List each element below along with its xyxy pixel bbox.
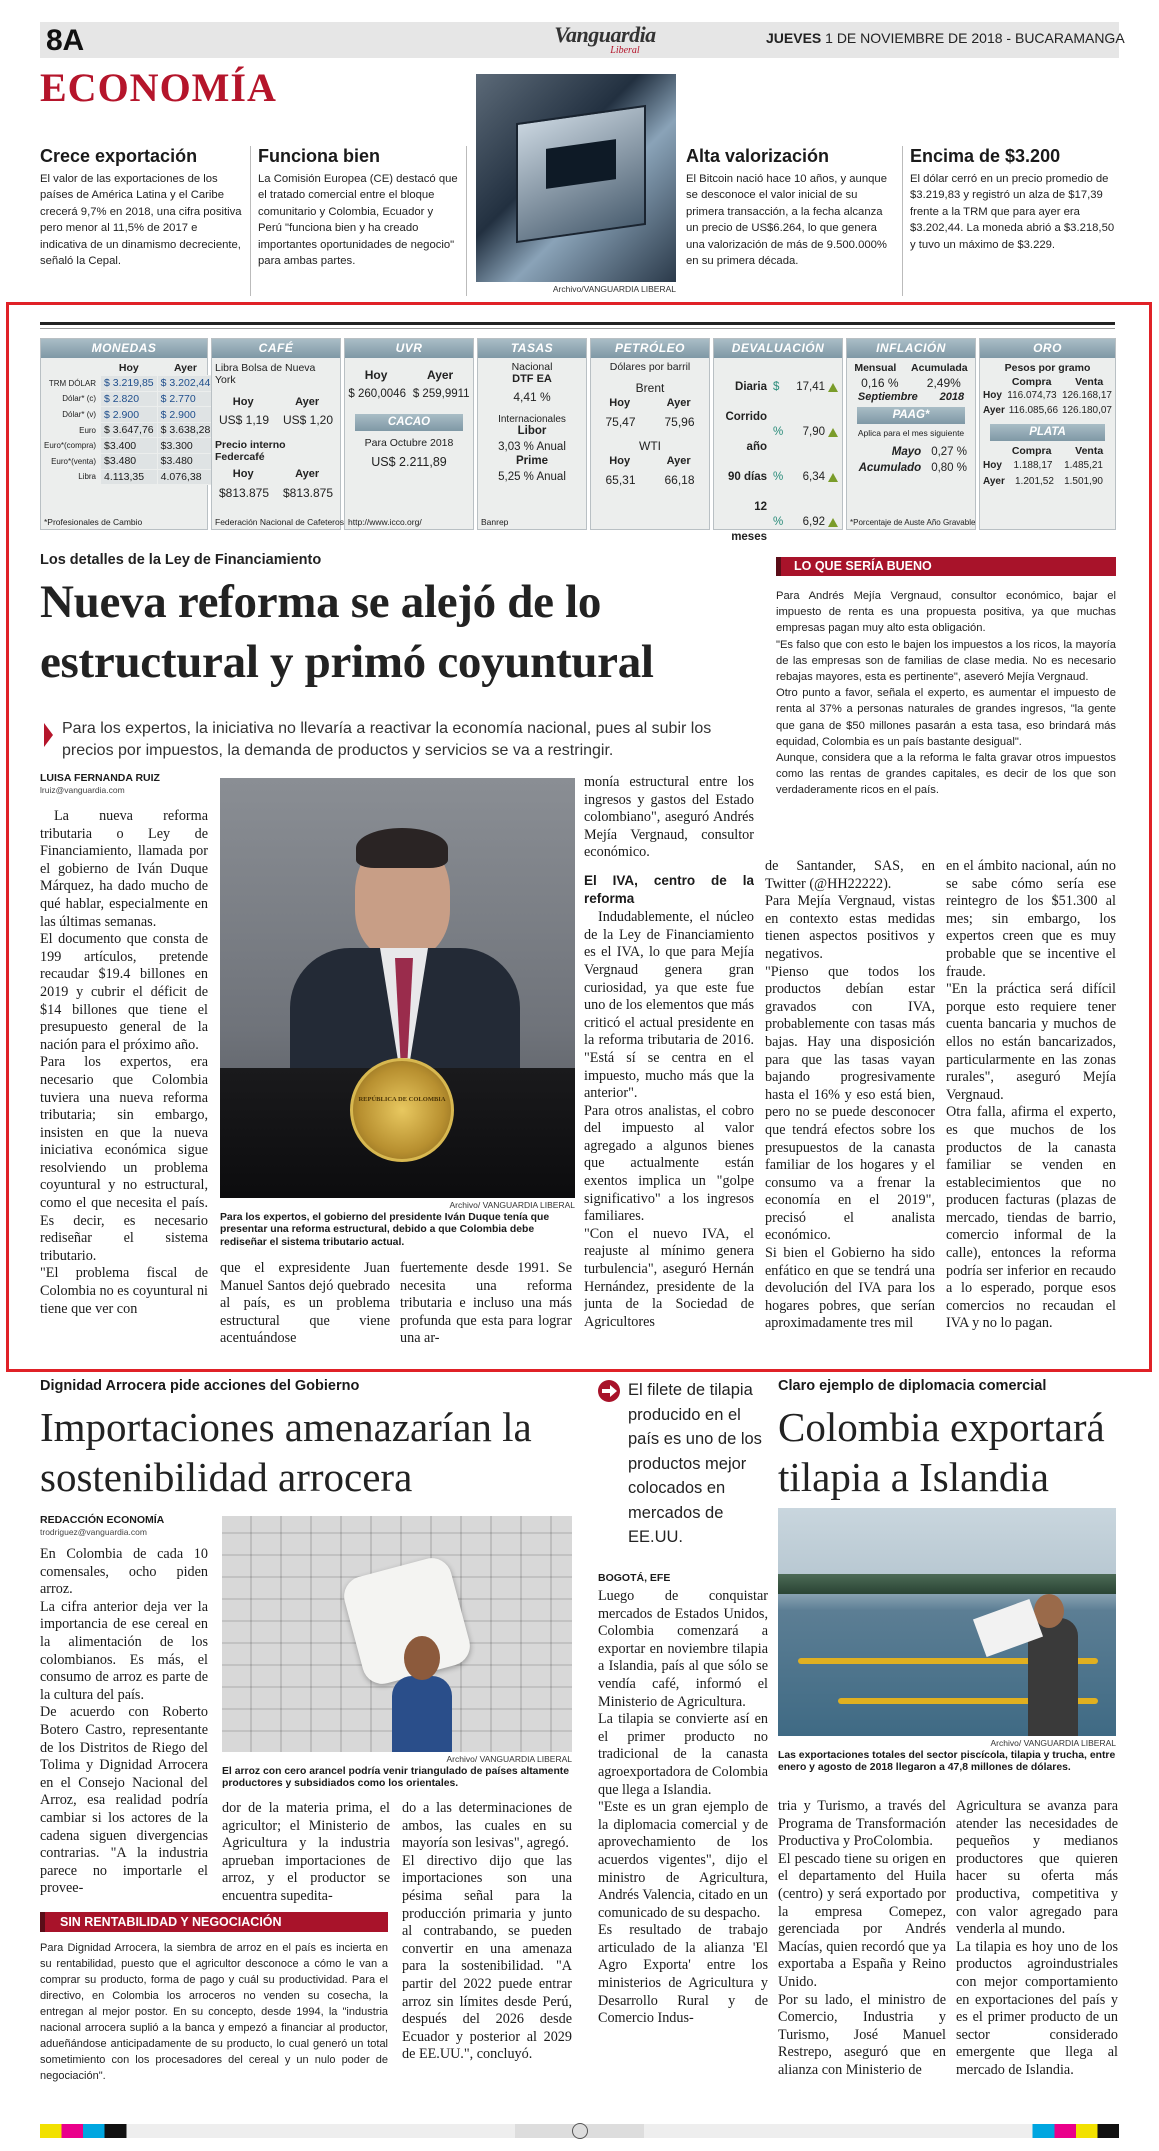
rice-box-header: SIN RENTABILIDAD Y NEGOCIACIÓN	[40, 1912, 388, 1932]
tilapia-kicker: Claro ejemplo de diplomacia comercial	[778, 1378, 1047, 1394]
divider	[466, 146, 467, 296]
article-col-1: La nueva reforma tributaria o Ley de Financiamiento, llamada por el gobierno de Iván Duque Márquez, ha dado mucho de qué hablar, especialmente en las últimas semanas. El documento que consta de 199 artículos, pretende recaudar $19.4 billones en 2019 y cubrir el déficit de $14 billones que tiene el presupuesto general de la nación para el próximo año. Para los expertos, era necesario que Colombia tuviera una nueva reforma tributaria; sin embargo, insisten en que la nueva iniciativa económica sigue resolviendo un problema coyuntural y no estructural, como el que necesita el país. Es decir, es necesario rediseñar el sistema tributario. "El problema fiscal de Colombia no es coyuntural ni tiene que ver con	[40, 808, 208, 1317]
rice-caption: El arroz con cero arancel podría venir triangulado de países altamente productores y subsidiados como los orientales.	[222, 1766, 570, 1790]
article-headline: Nueva reforma se alejó de lo estructural y primó coyuntural	[40, 576, 654, 688]
photo-credit: Archivo/VANGUARDIA LIBERAL	[552, 284, 676, 294]
up-arrow-icon	[828, 383, 838, 392]
page-date: JUEVES 1 DE NOVIEMBRE DE 2018 - BUCARAMANGA	[766, 30, 1125, 46]
sidebar-header: LO QUE SERÍA BUENO	[776, 557, 1116, 576]
divider	[250, 146, 251, 296]
brief-1: Crece exportación El valor de las exportaciones de los países de América Latina y el Caribe crecerá 9,7% en 2018, una cifra positiva pero menor al 11,5% de 2017 e indicativa de un dinamismo decreciente, señaló la Cepal.	[40, 146, 242, 268]
panel-devaluacion: DEVALUACIÓN Diaria $ 17,41 Corrido año % 7,90 90 días % 6,34 12 meses % 6,92	[713, 338, 843, 530]
author-email: lruiz@vanguardia.com	[40, 785, 125, 795]
row-euro-venta: Euro*(venta) $3.480 $3.480	[41, 454, 214, 470]
rice-col-2: dor de la materia prima, el agricultor; el Ministerio de Agricultura y la industria aprueban importaciones de arroz, y el productor se encuentra supedita-	[222, 1800, 390, 1904]
logo: Vanguardia Liberal	[554, 22, 656, 56]
registration-mark-icon	[572, 2123, 588, 2139]
up-arrow-icon	[828, 518, 838, 527]
panel-cafe: CAFÉ Libra Bolsa de Nueva York Hoy Ayer US$ 1,19 US$ 1,20 Precio interno Federcafé Hoy Ayer $813.875 $813.875 Federación Nacional de Cafeteros	[211, 338, 341, 530]
panel-oro: ORO Pesos por gramo Compra Venta Hoy 116.074,73 126.168,17 Ayer 116.085,66 126.180,07 PLATA Compra Venta Hoy 1.188,17 1.485,21 Ayer 1.201,52 1.501,90	[979, 338, 1116, 530]
up-arrow-icon	[828, 473, 838, 482]
row-dolar-v: Dólar* (v) $ 2.900 $ 2.900	[41, 407, 214, 423]
tilapia-caption: Las exportaciones totales del sector piscícola, tilapia y trucha, entre enero y agosto de 2018 llegaron a 47,8 millones de dólares.	[778, 1750, 1116, 1774]
photo-credit: Archivo/ VANGUARDIA LIBERAL	[446, 1754, 572, 1764]
bitcoin-atm-photo	[476, 74, 676, 282]
rice-col-3: do a las determinaciones de ambos, las cuales en su mayoría son lesivas", agregó. El directivo dijo que las importaciones son una pésima señal para la producción primaria y junto al contrabando, se pueden convertir en una amenaza para la sostenibilidad. "A partir del 2022 puede entrar arroz sin límites desde Perú, después del 2026 desde Ecuador y posterior al 2029 de EE.UU.", concluyó.	[402, 1800, 572, 2063]
row-libra: Libra 4.113,35 4.076,38	[41, 469, 214, 485]
rice-kicker: Dignidad Arrocera pide acciones del Gobierno	[40, 1378, 360, 1394]
page-number: 8A	[46, 24, 84, 57]
rice-email: trodriguez@vanguardia.com	[40, 1527, 147, 1537]
deck-marker	[44, 723, 53, 747]
rice-headline: Importaciones amenazarían la sostenibilidad arrocera	[40, 1404, 532, 1500]
divider	[902, 146, 903, 296]
indicator-rule	[40, 328, 1115, 329]
row-trm: TRM DÓLAR $ 3.219,85 $ 3.202,44	[41, 376, 214, 392]
rice-author: REDACCIÓN ECONOMÍA	[40, 1514, 165, 1526]
tilapia-dateline: BOGOTÁ, EFE	[598, 1572, 671, 1584]
article-col-6: en el ámbito nacional, aún no se sabe cómo sería ese reintegro de los $51.300 al mes; sin embargo, los expertos creen que es muy probable que se incentive el fraude. "En la práctica será difícil porque esto requiere tener cuenta bancaria y muchos de ellos no están bancarizados, particularmente en las zonas rurales", aseguró Mejía Vergnaud. Otra falla, afirma el experto, es que muchos de los productos de la canasta familiar se venden en establecimientos que no producen facturas (plazas de mercado, tiendas de barrio, comercio informal de la calle), entonces la reforma podría ser inferior en recaudo a lo esperado, porque esos comercios no recaudan el IVA y no lo pagan.	[946, 858, 1116, 1332]
tilapia-col-3: Agricultura se avanza para atender las necesidades de pequeños y medianos productores que quieren hacer su oferta más productiva, competitiva y con valor agregado para venderla al mundo. La tilapia es hoy uno de los productos agroindustriales con mejor comportamiento en exportaciones del país y es el primer producto de un sector considerado emergente que llega al mercado de Islandia.	[956, 1798, 1118, 2078]
brief-2: Funciona bien La Comisión Europea (CE) destacó que el tratado comercial entre el bloque comunitario y Colombia, Ecuador y Perú "funciona bien y ha creado importantes oportunidades de negocio" para ambas partes.	[258, 146, 458, 268]
rice-photo	[222, 1516, 572, 1752]
brief-4: Encima de $3.200 El dólar cerró en un precio promedio de $3.219,83 y registró un alza de $17,39 frente a la TRM que para ayer era $3.202,44. La moneda abrió a $3.218,50 y tuvo un máximo de $3.229.	[910, 146, 1115, 251]
tilapia-headline: Colombia exportará tilapia a Islandia	[778, 1404, 1105, 1500]
article-deck: Para los expertos, la iniciativa no llevaría a reactivar la economía nacional, pues al subir los precios por impuestos, la demanda de productos y servicios se va a restringir.	[62, 720, 712, 759]
panel-monedas: MONEDAS Hoy Ayer TRM DÓLAR $ 3.219,85 $ 3.202,44 Dólar* (c) $ 2.820 $ 2.770 Dólar* (v) $ 2.900 $ 2.900 Euro $ 3.647,76 $ 3.638,28 Euro*(compra) $3.400 $3.300 Euro*(venta) $3.480 $3.480 Libra 4.113,35 4.076,38 *Profesionales de Cambio	[40, 338, 208, 530]
article-kicker: Los detalles de la Ley de Financiamiento	[40, 552, 322, 568]
photo-caption: Para los expertos, el gobierno del presidente Iván Duque tenía que presentar una reforma estructural, debido a que Colombia debe rediseñar el sistema tributario actual.	[220, 1212, 550, 1248]
fish-farm-photo	[778, 1508, 1116, 1736]
article-col-4: monía estructural entre los ingresos y gastos del Estado colombiano", aseguró Andrés Mejía Vergnaud, consultor económico. El IVA, centro de la reforma Indudablemente, el núcleo de la Ley de Financiamiento es el IVA, lo que para Mejía Vergnaud genera gran curiosidad, ya que este fue uno de los elementos que más criticó el actual presidente en la reforma tributaria de 2016. "Está sí se centra en el impuesto, mucho más que la anterior". Para otros analistas, el cobro del impuesto al valor agregado a algunos bienes que actualmente están exentos implica un "golpe significativo" a los ingresos familiares. "Con el nuevo IVA, el reajuste al mínimo genera turbulencia", aseguró Hernán Hernández, presidente de la junta de la Sociedad de Agricultores	[584, 774, 754, 1330]
rice-box-text: Para Dignidad Arrocera, la siembra de arroz en el país es incierta en su rentabilidad, puesto que el agricultor desconoce a cómo le van a comprar su producto, forma de pago y cuál su productividad. Para el directivo, en Colombia los arroceros no venden su cosecha, la entregan al mejor postor. En su concepto, desde 1994, la "industria nacional arrocera suplió a la banca y empezó a financiar al productor, adueñándose anticipadamente de su producto, lo cual generó un total sometimiento con los procesadores del cereal y un nulo poder de negociación".	[40, 1942, 388, 2082]
row-euro: Euro $ 3.647,76 $ 3.638,28	[41, 422, 214, 438]
panel-tasas: TASAS Nacional DTF EA 4,41 % Internacionales Libor 3,03 % Anual Prime 5,25 % Anual Banrep	[477, 338, 587, 530]
tilapia-pullquote: El filete de tilapia producido en el país es uno de los productos mejor colocados en mercados de EE.UU.	[628, 1381, 762, 1546]
panel-petroleo: PETRÓLEO Dólares por barril Brent Hoy Ayer 75,47 75,96 WTI Hoy Ayer 65,31 66,18	[590, 338, 710, 530]
article-col-3: fuertemente desde 1991. Se necesita una reforma tributaria e incluso una más profunda que esta para lograr una ar-	[400, 1260, 572, 1347]
tilapia-col-2: tria y Turismo, a través del Programa de Transformación Productiva y ProColombia. El pescado tiene su origen en el departamento del Huila (centro) y será exportado por la empresa Comepez, gerenciada por Andrés Macías, quien recordó que ya exportaba a España y Reino Unido. Por su lado, el ministro de Comercio, Industria y Turismo, José Manuel Restrepo, aseguró que en alianza con Ministerio de	[778, 1798, 946, 2078]
sidebar-text: Para Andrés Mejía Vergnaud, consultor económico, bajar el impuesto de renta es una propuesta positiva, ya que muchas empresas pagan muy alto esta obligación. "Es falso que con esto le bajen los impuestos a los ricos, la mayoría de las empresas son de familias de clase media. No es necesario rebajas mayores, esta es pertinente", aseveró Mejía Vergnaud. Otro punto a favor, señala el experto, es aumentar el impuesto de renta al 37% a personas naturales de grandes ingresos, "la gente que gana de $50 millones pasarán a esta tasa, eso brindará más equidad, Colombia es un país bastante desigual". Aunque, considera que a la reforma le falta gravar otros impuestos como las rentas de grandes capitales, es decir de los que son verdaderamente ricos en el país.	[776, 590, 1116, 797]
row-dolar-c: Dólar* (c) $ 2.820 $ 2.770	[41, 391, 214, 407]
panel-inflacion: INFLACIÓN Mensual Acumulada 0,16 % 2,49% Septiembre 2018 PAAG* Aplica para el mes siguiente Mayo 0,27 % Acumulado 0,80 % *Porcentaje de Auste Año Gravable	[846, 338, 976, 530]
brief-3: Alta valorización El Bitcoin nació hace 10 años, y aunque se desconoce el valor inicial de su primera transacción, a la fecha alcanza un precio de US$6.264, lo que genera una valorización de más de 9.500.000% en su primera década.	[686, 146, 887, 268]
arrow-icon	[598, 1380, 620, 1402]
tilapia-col-1: Luego de conquistar mercados de Estados Unidos, Colombia comenzará a exportar en noviembre tilapia a Islandia, país al que sólo se vendía café, informó el Ministerio de Agricultura. La tilapia se convierte así en el primer producto no tradicional de la canasta agroexportadora de Colombia que llega a Islandia. "Este es un gran ejemplo de la diplomacia comercial y de aprovechamiento de los acuerdos vigentes", dijo el ministro de Agricultura, Andrés Valencia, citado en un comunicado de su despacho. Es resultado de trabajo articulado de la alianza 'El Agro Exporta' entre los ministerios de Agricultura y Desarrollo Rural y de Comercio Indus-	[598, 1588, 768, 2027]
duque-photo: REPÚBLICA DE COLOMBIA	[220, 778, 575, 1198]
author: LUISA FERNANDA RUIZ	[40, 772, 160, 784]
section-title: ECONOMÍA	[40, 65, 277, 110]
indicator-rule	[40, 322, 1115, 325]
photo-credit: Archivo/ VANGUARDIA LIBERAL	[449, 1200, 575, 1210]
article-col-2: que el expresidente Juan Manuel Santos dejó quebrado al país, es un problema estructural que viene acentuándose	[220, 1260, 390, 1347]
article-col-5: de Santander, SAS, en Twitter (@HH22222). Para Mejía Vergnaud, vistas en contexto estas medidas tienen aspectos positivos y negativos. "Pienso que todos los productos debían estar gravados con IVA, probablemente con tasas más bajas. Hay una disposición para que las tasas vayan bajando progresivamente hasta el 16% y eso está bien, pero no se puede desconocer que tendrá efectos sobre los presupuestos de la canasta familiar de los hogares y el consumo va a frenar la economía en el 2019", precisó el analista económico. Si bien el Gobierno ha sido enfático en que se tendrá una devolución del IVA para los hogares pobres, que serían aproximadamente tres mil	[765, 858, 935, 1332]
row-euro-compra: Euro*(compra) $3.400 $3.300	[41, 438, 214, 454]
rice-col-1: En Colombia de cada 10 comensales, ocho piden arroz. La cifra anterior deja ver la importancia de ese cereal en la alimentación de los colombianos. Es más, el consumo de arroz es parte de la cultura del país. De acuerdo con Roberto Botero Castro, representante de los Distritos de Riego del Tolima y Dignidad Arrocera en el Consejo Nacional del Arroz, esa realidad podría cambiar si los actores de la cadena siguen divergencias contrarias. "A la industria parece no importarle el provee-	[40, 1546, 208, 1897]
panel-uvr: UVR Hoy Ayer $ 260,0046 $ 259,9911 CACAO Para Octubre 2018 US$ 2.211,89 http://www.icco.org/	[344, 338, 474, 530]
up-arrow-icon	[828, 428, 838, 437]
photo-credit: Archivo/ VANGUARDIA LIBERAL	[990, 1738, 1116, 1748]
